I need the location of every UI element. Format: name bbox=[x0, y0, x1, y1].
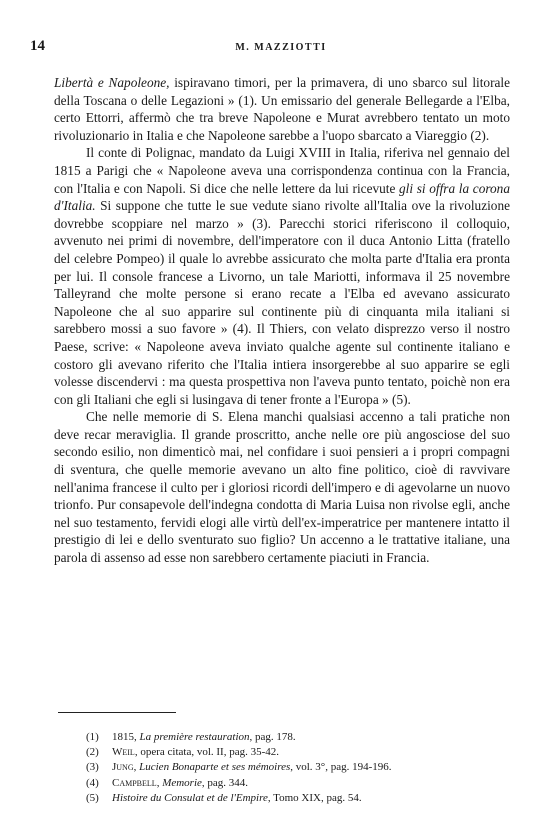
paragraph-2 bbox=[54, 144, 510, 408]
paragraph-1-text: ispiravano timori, per la primavera, di uno sbarco sul litorale della Toscana o delle Legazioni » (1). Un emissario del generale Bellegarde a l'Elba, certo Ettorri, affermò che tra breve Napoleone e Murat avrebbero tentato un moto rivoluzionario in Italia e che Napoleone sarebbe a l'uopo sbarcato a Viareggio (2). bbox=[54, 75, 510, 143]
paragraph-1 bbox=[54, 74, 510, 144]
footnote-title: La première restauration bbox=[139, 731, 250, 743]
footnote-author: Jung bbox=[112, 761, 134, 774]
footnote-divider bbox=[58, 712, 176, 713]
page-header bbox=[30, 38, 532, 58]
page-number: 14 bbox=[30, 38, 45, 54]
footnotes bbox=[86, 730, 516, 806]
footnote-text: , bbox=[133, 761, 140, 774]
paragraph-2-text-c: Si suppone che tutte le sue vedute siano rivolte all'Italia ove la rivoluzione dovrebbe scoppiare nel marzo » (3). Parecchi storici riferiscono il colloquio, avvenuto nei primi di novembre, dell'imperatore con il duca Antonio Litta (fratello del celebre Pompeo) il quale lo avrebbe assicurato che molta parte d'Italia era pronta per lui. Il console francese a Livorno, un tale Mariotti, informava il 25 novembre Talleyrand che molte persone si erano recate a l'Elba ed avevano assicurato Napoleone che al suo apparire sul continente più di cinquanta mila italiani si sarebbero mossi a suo favore » (4). Il Thiers, con velato disprezzo verso il nostro Paese, scrive: « Napoleone aveva inviato qualche agente sul continente italiano e costoro gli avevano riferito che l'Italia intiera insorgerebbe al suo apparire se egli volesse discendervi : ma questa prospettiva non l'aveva punto tentato, poichè non era con gli Italiani che egli si lusingava di tener fronte a l'Europa » (5). bbox=[54, 198, 510, 407]
body-text bbox=[54, 74, 510, 567]
footnote-title: Histoire du Consulat et de l'Empire bbox=[112, 791, 268, 804]
paragraph-3: Che nelle memorie di S. Elena manchi qualsiasi accenno a tali pratiche non deve recar meraviglia. Il grande proscritto, anche nelle ore più angosciose del suo secondo esilio, non dimenticò mai, nel confidare i suoi pensieri a i propri compagni di sventura, che quelle memorie avevano un alto fine politico, cioè di ravvivare nell'anima francese il culto per i gloriosi ricordi dell'impero e di agevolarne un nuovo trionfo. Pur consapevole dell'indegna condotta di Maria Luisa non rivolse egli, anche nel suo testamento, fervidi elogi alle virtù dell'ex-imperatrice per mantenere intatto il prestigio di lei e dello sventurato suo figlio? Un accenno a le trattative italiane, una parola di assenso ad esse non sarebbero certamente piaciuti in Francia. bbox=[54, 409, 510, 566]
italic-quote: gli si offra la corona d'Italia. bbox=[54, 180, 510, 214]
italic-phrase: Libertà e Napoleone, bbox=[54, 75, 170, 90]
footnote-number: (3) bbox=[86, 761, 99, 774]
footnote-number: (5) bbox=[86, 791, 99, 804]
footnote-5 bbox=[86, 791, 516, 806]
footnote-number: (2) bbox=[86, 746, 99, 759]
footnote-1 bbox=[86, 730, 516, 745]
footnote-text: , vol. 3°, pag. 194-196. bbox=[290, 761, 392, 774]
paragraph-2-text-a: Il conte di Polignac, mandato da Luigi XVIII in Italia, riferiva nel gennaio del 1815 a Parigi che « Napoleone aveva una corrispondenza continua con la Francia, con l'Italia e con Napoli. Si dice che nelle lettere da lui ricevute bbox=[54, 145, 510, 196]
footnote-text: , Tomo XIX, pag. 54. bbox=[267, 791, 362, 804]
footnote-title: Memorie bbox=[162, 776, 202, 789]
footnote-number: (4) bbox=[86, 776, 99, 789]
footnote-3 bbox=[86, 760, 516, 775]
footnote-text: , pag. 178. bbox=[249, 731, 296, 743]
footnote-text: , pag. 344. bbox=[201, 776, 249, 789]
running-head: M. MAZZIOTTI bbox=[235, 42, 327, 53]
footnote-2 bbox=[86, 745, 516, 760]
footnote-text: 1815, bbox=[112, 731, 140, 743]
footnote-author: Weil bbox=[112, 746, 135, 759]
footnote-4 bbox=[86, 776, 516, 791]
footnote-title: Lucien Bonaparte et ses mémoires bbox=[139, 761, 291, 774]
footnote-author: Campbell bbox=[112, 776, 157, 789]
footnote-text: , bbox=[156, 776, 163, 789]
footnote-number: (1) bbox=[86, 731, 99, 743]
footnote-text: , opera citata, vol. II, pag. 35-42. bbox=[134, 746, 279, 759]
